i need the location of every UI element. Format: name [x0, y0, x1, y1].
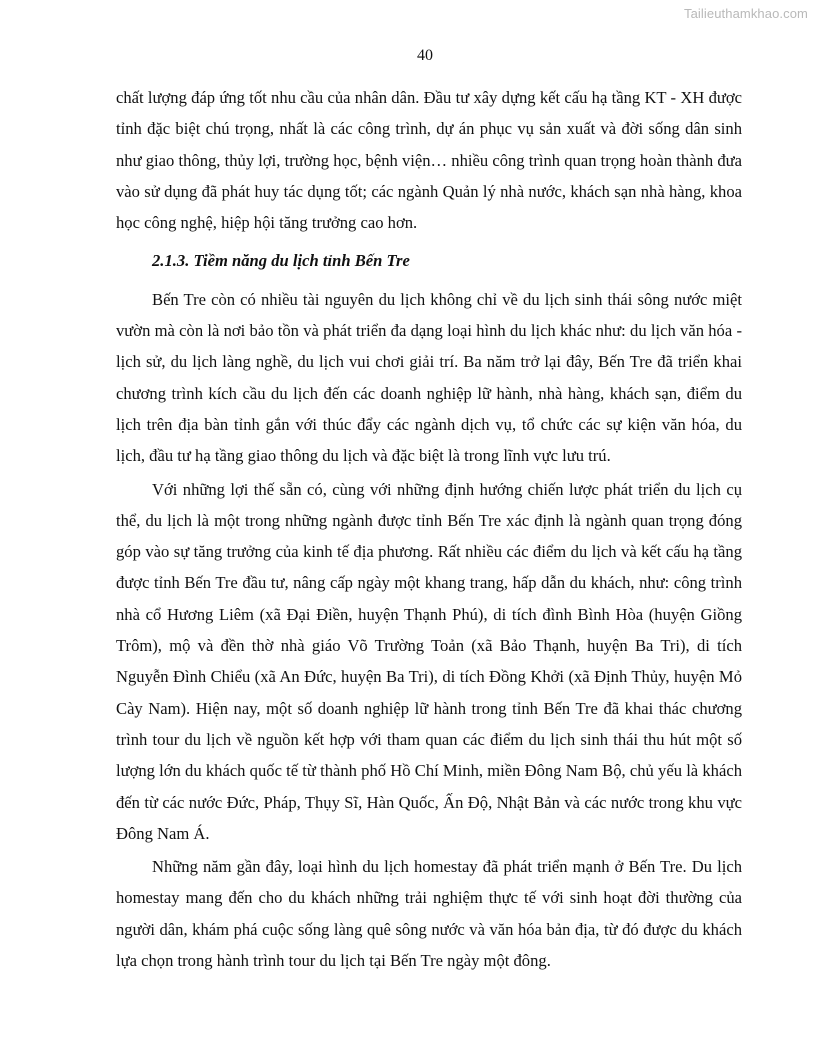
- section-heading: 2.1.3. Tiềm năng du lịch tỉnh Bến Tre: [152, 251, 410, 271]
- watermark-text: Tailieuthamkhao.com: [683, 6, 808, 21]
- paragraph-2: Bến Tre còn có nhiều tài nguyên du lịch không chỉ về du lịch sinh thái sông nước miệt vườn mà còn là nơi bảo tồn và phát triển đa dạng loại hình du lịch khác như: du lịch văn hóa - lịch sử, du lịch làng nghề, du lịch vui chơi giải trí. Ba năm trở lại đây, Bến Tre đã triển khai chương trình kích cầu du lịch đến các doanh nghiệp lữ hành, nhà hàng, khách sạn, điểm du lịch trên địa bàn tỉnh gắn với thúc đẩy các ngành dịch vụ, tổ chức các sự kiện văn hóa, du lịch, đầu tư hạ tầng giao thông du lịch và đặc biệt là trong lĩnh vực lưu trú.: [116, 289, 742, 466]
- paragraph-4: Những năm gần đây, loại hình du lịch homestay đã phát triển mạnh ở Bến Tre. Du lịch homestay mang đến cho du khách những trải nghiệm thực tế với sinh hoạt đời thường của người dân, khám phá cuộc sống làng quê sông nước và văn hóa bản địa, từ đó được du khách lựa chọn trong hành trình tour du lịch tại Bến Tre ngày một đông.: [116, 857, 742, 971]
- page-number: 40: [417, 47, 433, 64]
- paragraph-3: Với những lợi thế sẵn có, cùng với những định hướng chiến lược phát triển du lịch cụ thể, du lịch là một trong những ngành được tỉnh Bến Tre xác định là ngành quan trọng đóng góp vào sự tăng trưởng của kinh tế địa phương. Rất nhiều các điểm du lịch và kết cấu hạ tầng được tỉnh Bến Tre đầu tư, nâng cấp ngày một khang trang, hấp dẫn du khách, như: công trình nhà cổ Hương Liêm (xã Đại Điền, huyện Thạnh Phú), di tích đình Bình Hòa (huyện Giồng Trôm), mộ và đền thờ nhà giáo Võ Trường Toản (xã Bảo Thạnh, huyện Ba Tri), di tích Nguyễn Đình Chiểu (xã An Đức, huyện Ba Tri), di tích Đồng Khởi (xã Định Thủy, huyện Mỏ Cày Nam). Hiện nay, một số doanh nghiệp lữ hành trong tỉnh Bến Tre đã khai thác chương trình tour du lịch về nguồn kết hợp với tham quan các điểm du lịch sinh thái thu hút một số lượng lớn du khách quốc tế từ thành phố Hồ Chí Minh, miền Đông Nam Bộ, chủ yếu là khách đến từ các nước Đức, Pháp, Thụy Sĩ, Hàn Quốc, Ấn Độ, Nhật Bản và các nước trong khu vực Đông Nam Á.: [116, 479, 742, 843]
- document-body: [116, 82, 742, 976]
- paragraph-1: chất lượng đáp ứng tốt nhu cầu của nhân dân. Đầu tư xây dựng kết cấu hạ tầng KT - XH được tỉnh đặc biệt chú trọng, nhất là các công trình, dự án phục vụ sản xuất và đời sống dân sinh như giao thông, thủy lợi, trường học, bệnh viện… nhiều công trình quan trọng hoàn thành đưa vào sử dụng đã phát huy tác dụng tốt; các ngành Quản lý nhà nước, khách sạn nhà hàng, khoa học công nghệ, hiệp hội tăng trưởng cao hơn.: [116, 88, 742, 233]
